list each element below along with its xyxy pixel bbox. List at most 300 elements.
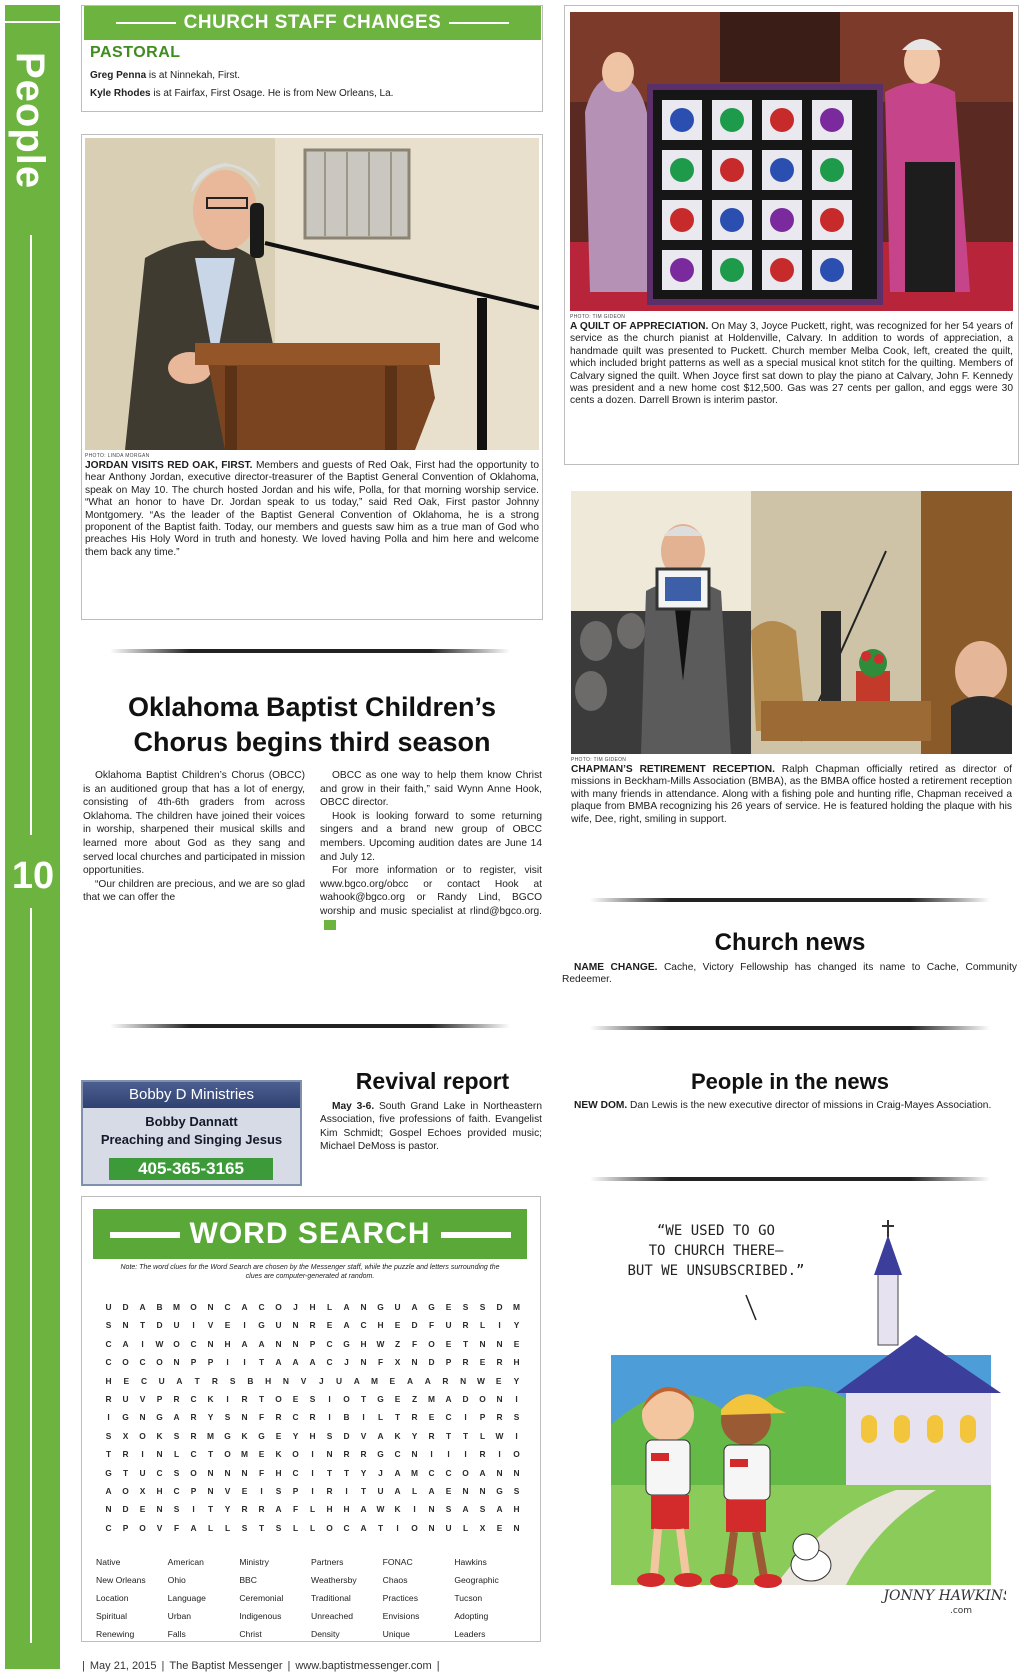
word-search-letter[interactable]: A: [496, 1504, 503, 1515]
word-search-letter[interactable]: N: [156, 1504, 163, 1515]
word-search-letter[interactable]: H: [513, 1504, 520, 1515]
word-search-letter[interactable]: N: [513, 1467, 520, 1478]
word-search-letter[interactable]: S: [173, 1504, 180, 1515]
word-search-letter[interactable]: U: [105, 1302, 112, 1312]
word-search-letter[interactable]: R: [428, 1430, 435, 1441]
word-search-letter[interactable]: G: [258, 1430, 265, 1441]
word-search-letter[interactable]: L: [292, 1522, 299, 1533]
word-search-letter[interactable]: E: [495, 1375, 502, 1386]
word-search-letter[interactable]: P: [292, 1485, 299, 1496]
word-search-letter[interactable]: H: [343, 1504, 350, 1515]
word-search-letter[interactable]: C: [445, 1467, 452, 1478]
word-search-letter[interactable]: N: [428, 1504, 435, 1515]
word-search-letter[interactable]: S: [275, 1522, 282, 1533]
word-search-letter[interactable]: O: [343, 1393, 350, 1404]
word-search-letter[interactable]: Y: [207, 1412, 214, 1423]
word-search-letter[interactable]: H: [326, 1504, 333, 1515]
ad-phone[interactable]: 405-365-3165: [109, 1158, 273, 1180]
word-search-letter[interactable]: N: [513, 1522, 520, 1533]
word-search-letter[interactable]: O: [139, 1522, 146, 1533]
word-search-letter[interactable]: Y: [411, 1430, 418, 1441]
word-search-letter[interactable]: I: [243, 1357, 246, 1368]
word-search-letter[interactable]: A: [394, 1467, 401, 1478]
word-search-letter[interactable]: H: [156, 1485, 163, 1496]
word-search-letter[interactable]: C: [428, 1467, 435, 1478]
word-search-letter[interactable]: E: [275, 1430, 282, 1441]
word-search-letter[interactable]: I: [260, 1485, 263, 1496]
word-search-letter[interactable]: I: [226, 1357, 229, 1368]
word-search-letter[interactable]: F: [292, 1504, 299, 1515]
word-search-letter[interactable]: R: [496, 1412, 503, 1423]
word-search-letter[interactable]: E: [224, 1320, 231, 1331]
word-search-letter[interactable]: M: [513, 1302, 520, 1312]
word-search-letter[interactable]: Y: [224, 1504, 231, 1515]
word-search-letter[interactable]: N: [207, 1485, 214, 1496]
word-search-letter[interactable]: C: [105, 1338, 112, 1349]
word-search-letter[interactable]: T: [139, 1320, 146, 1331]
word-search-letter[interactable]: I: [107, 1412, 110, 1423]
footer-url[interactable]: www.baptistmessenger.com: [295, 1660, 432, 1672]
word-search-letter[interactable]: N: [156, 1449, 163, 1460]
word-search-letter[interactable]: C: [292, 1467, 299, 1478]
word-search-letter[interactable]: M: [207, 1430, 214, 1441]
word-search-letter[interactable]: V: [224, 1485, 231, 1496]
word-search-letter[interactable]: U: [158, 1375, 165, 1386]
word-search-letter[interactable]: I: [345, 1485, 348, 1496]
word-search-letter[interactable]: S: [241, 1522, 248, 1533]
word-search-letter[interactable]: I: [192, 1320, 195, 1331]
word-search-letter[interactable]: R: [462, 1357, 469, 1368]
word-search-letter[interactable]: R: [190, 1430, 197, 1441]
word-search-letter[interactable]: T: [462, 1338, 469, 1349]
word-search-letter[interactable]: T: [360, 1393, 367, 1404]
word-search-letter[interactable]: O: [411, 1522, 418, 1533]
word-search-letter[interactable]: J: [344, 1357, 349, 1368]
word-search-letter[interactable]: T: [360, 1485, 367, 1496]
word-search-letter[interactable]: D: [156, 1320, 163, 1331]
word-search-letter[interactable]: C: [258, 1302, 265, 1312]
word-search-letter[interactable]: R: [258, 1504, 265, 1515]
word-search-letter[interactable]: T: [394, 1412, 401, 1423]
word-search-letter[interactable]: H: [360, 1338, 367, 1349]
word-search-letter[interactable]: O: [275, 1393, 282, 1404]
word-search-letter[interactable]: R: [122, 1449, 129, 1460]
word-search-letter[interactable]: I: [430, 1449, 433, 1460]
word-search-letter[interactable]: G: [377, 1302, 384, 1312]
word-search-letter[interactable]: N: [411, 1449, 418, 1460]
word-search-letter[interactable]: S: [229, 1375, 236, 1386]
word-search-letter[interactable]: Y: [513, 1320, 520, 1331]
word-search-letter[interactable]: P: [207, 1357, 214, 1368]
word-search-letter[interactable]: V: [300, 1375, 307, 1386]
word-search-letter[interactable]: C: [445, 1412, 452, 1423]
word-search-letter[interactable]: O: [428, 1338, 435, 1349]
word-search-letter[interactable]: L: [207, 1522, 214, 1533]
word-search-letter[interactable]: B: [343, 1412, 350, 1423]
word-search-letter[interactable]: N: [207, 1467, 214, 1478]
word-search-letter[interactable]: I: [464, 1449, 467, 1460]
word-search-letter[interactable]: I: [141, 1449, 144, 1460]
word-search-letter[interactable]: X: [479, 1522, 486, 1533]
word-search-letter[interactable]: P: [190, 1485, 197, 1496]
word-search-letter[interactable]: X: [139, 1485, 146, 1496]
word-search-letter[interactable]: A: [190, 1522, 197, 1533]
word-search-letter[interactable]: S: [479, 1302, 486, 1312]
word-search-letter[interactable]: T: [207, 1504, 214, 1515]
word-search-letter[interactable]: C: [190, 1338, 197, 1349]
word-search-letter[interactable]: G: [258, 1320, 265, 1331]
word-search-letter[interactable]: T: [122, 1467, 129, 1478]
word-search-letter[interactable]: L: [462, 1522, 469, 1533]
word-search-letter[interactable]: K: [207, 1393, 214, 1404]
word-search-letter[interactable]: J: [293, 1302, 298, 1312]
word-search-letter[interactable]: N: [360, 1357, 367, 1368]
word-search-letter[interactable]: I: [311, 1485, 314, 1496]
word-search-letter[interactable]: U: [445, 1522, 452, 1533]
word-search-letter[interactable]: K: [156, 1430, 163, 1441]
word-search-letter[interactable]: E: [445, 1338, 452, 1349]
word-search-letter[interactable]: S: [462, 1302, 469, 1312]
word-search-letter[interactable]: O: [156, 1357, 163, 1368]
word-search-letter[interactable]: K: [275, 1449, 282, 1460]
word-search-letter[interactable]: W: [376, 1504, 385, 1515]
word-search-letter[interactable]: A: [424, 1375, 431, 1386]
word-search-letter[interactable]: T: [377, 1522, 384, 1533]
word-search-letter[interactable]: T: [207, 1449, 214, 1460]
word-search-letter[interactable]: A: [122, 1338, 129, 1349]
word-search-letter[interactable]: A: [275, 1504, 282, 1515]
word-search-letter[interactable]: F: [258, 1467, 265, 1478]
word-search-letter[interactable]: I: [447, 1449, 450, 1460]
word-search-letter[interactable]: U: [336, 1375, 343, 1386]
word-search-letter[interactable]: A: [343, 1302, 350, 1312]
word-search-letter[interactable]: X: [122, 1430, 129, 1441]
word-search-letter[interactable]: P: [309, 1338, 316, 1349]
word-search-letter[interactable]: O: [224, 1449, 231, 1460]
word-search-letter[interactable]: R: [479, 1449, 486, 1460]
word-search-letter[interactable]: A: [105, 1485, 112, 1496]
word-search-letter[interactable]: G: [428, 1302, 435, 1312]
word-search-letter[interactable]: N: [224, 1467, 231, 1478]
word-search-letter[interactable]: N: [292, 1338, 299, 1349]
word-search-letter[interactable]: N: [462, 1485, 469, 1496]
word-search-letter[interactable]: O: [190, 1302, 197, 1312]
word-search-letter[interactable]: U: [139, 1467, 146, 1478]
word-search-letter[interactable]: H: [265, 1375, 272, 1386]
word-search-letter[interactable]: A: [479, 1467, 486, 1478]
word-search-letter[interactable]: K: [394, 1504, 401, 1515]
word-search-letter[interactable]: N: [207, 1338, 214, 1349]
word-search-letter[interactable]: T: [194, 1375, 200, 1386]
word-search-letter[interactable]: R: [442, 1375, 449, 1386]
word-search-letter[interactable]: N: [292, 1320, 299, 1331]
word-search-letter[interactable]: O: [190, 1467, 197, 1478]
word-search-letter[interactable]: D: [496, 1302, 503, 1312]
word-search-letter[interactable]: W: [376, 1338, 385, 1349]
word-search-letter[interactable]: E: [428, 1412, 435, 1423]
word-search-letter[interactable]: A: [241, 1338, 248, 1349]
word-search-letter[interactable]: R: [275, 1412, 282, 1423]
word-search-letter[interactable]: A: [275, 1357, 282, 1368]
word-search-letter[interactable]: A: [394, 1485, 401, 1496]
word-search-letter[interactable]: O: [513, 1449, 520, 1460]
word-search-letter[interactable]: D: [428, 1357, 435, 1368]
word-search-letter[interactable]: O: [122, 1485, 129, 1496]
word-search-letter[interactable]: I: [498, 1449, 501, 1460]
word-search-letter[interactable]: Z: [411, 1393, 418, 1404]
word-search-letter[interactable]: N: [479, 1485, 486, 1496]
word-search-letter[interactable]: A: [428, 1485, 435, 1496]
word-search-letter[interactable]: C: [190, 1449, 197, 1460]
word-search-letter[interactable]: S: [275, 1485, 282, 1496]
word-search-letter[interactable]: P: [479, 1412, 486, 1423]
word-search-letter[interactable]: E: [292, 1393, 299, 1404]
word-search-letter[interactable]: W: [476, 1375, 485, 1386]
word-search-letter[interactable]: O: [479, 1393, 486, 1404]
word-search-letter[interactable]: I: [192, 1504, 195, 1515]
word-search-letter[interactable]: E: [394, 1320, 401, 1331]
word-search-letter[interactable]: N: [122, 1320, 129, 1331]
word-search-letter[interactable]: M: [371, 1375, 378, 1386]
word-search-letter[interactable]: I: [413, 1504, 416, 1515]
word-search-letter[interactable]: P: [190, 1357, 197, 1368]
word-search-letter[interactable]: N: [411, 1357, 418, 1368]
word-search-letter[interactable]: S: [513, 1412, 520, 1423]
word-search-letter[interactable]: H: [309, 1430, 316, 1441]
word-search-letter[interactable]: I: [515, 1393, 518, 1404]
word-search-letter[interactable]: I: [141, 1338, 144, 1349]
word-search-letter[interactable]: C: [326, 1338, 333, 1349]
word-search-letter[interactable]: S: [173, 1467, 180, 1478]
word-search-letter[interactable]: S: [479, 1504, 486, 1515]
word-search-letter[interactable]: A: [139, 1302, 146, 1312]
word-search-letter[interactable]: N: [241, 1412, 248, 1423]
word-search-letter[interactable]: O: [122, 1357, 129, 1368]
word-search-letter[interactable]: G: [224, 1430, 231, 1441]
word-search-letter[interactable]: I: [464, 1412, 467, 1423]
word-search-letter[interactable]: C: [139, 1357, 146, 1368]
word-search-letter[interactable]: V: [207, 1320, 214, 1331]
word-search-letter[interactable]: G: [343, 1338, 350, 1349]
word-search-letter[interactable]: T: [258, 1393, 265, 1404]
word-search-letter[interactable]: A: [406, 1375, 414, 1386]
word-search-letter[interactable]: N: [428, 1522, 435, 1533]
word-search-letter[interactable]: F: [428, 1320, 435, 1331]
word-search-letter[interactable]: G: [496, 1485, 503, 1496]
word-search-letter[interactable]: I: [515, 1430, 518, 1441]
word-search-letter[interactable]: O: [173, 1338, 180, 1349]
word-search-letter[interactable]: D: [122, 1302, 129, 1312]
word-search-letter[interactable]: T: [462, 1430, 469, 1441]
word-search-letter[interactable]: H: [275, 1467, 282, 1478]
word-search-letter[interactable]: S: [224, 1412, 231, 1423]
word-search-letter[interactable]: E: [258, 1449, 265, 1460]
word-search-letter[interactable]: N: [241, 1467, 248, 1478]
word-search-letter[interactable]: H: [513, 1357, 520, 1368]
word-search-letter[interactable]: R: [360, 1449, 367, 1460]
word-search-letter[interactable]: F: [411, 1338, 418, 1349]
word-search-letter[interactable]: N: [479, 1338, 486, 1349]
word-search-letter[interactable]: D: [343, 1430, 350, 1441]
word-search-letter[interactable]: N: [139, 1412, 146, 1423]
word-search-letter[interactable]: C: [360, 1320, 367, 1331]
word-search-letter[interactable]: U: [173, 1320, 180, 1331]
word-search-letter[interactable]: L: [479, 1320, 486, 1331]
word-search-letter[interactable]: I: [311, 1449, 314, 1460]
word-search-letter[interactable]: C: [105, 1522, 112, 1533]
word-search-letter[interactable]: R: [309, 1412, 316, 1423]
word-search-letter[interactable]: S: [105, 1430, 112, 1441]
word-search-letter[interactable]: G: [377, 1449, 384, 1460]
word-search-letter[interactable]: E: [394, 1393, 401, 1404]
word-search-letter[interactable]: D: [462, 1393, 469, 1404]
word-search-letter[interactable]: U: [122, 1393, 129, 1404]
word-search-letter[interactable]: B: [156, 1302, 163, 1312]
word-search-letter[interactable]: U: [445, 1320, 452, 1331]
word-search-letter[interactable]: A: [462, 1504, 469, 1515]
word-search-letter[interactable]: A: [309, 1357, 316, 1368]
word-search-letter[interactable]: R: [105, 1393, 112, 1404]
word-search-letter[interactable]: N: [282, 1375, 289, 1386]
word-search-letter[interactable]: X: [394, 1357, 401, 1368]
word-search-letter[interactable]: D: [122, 1504, 129, 1515]
word-search-letter[interactable]: A: [360, 1504, 367, 1515]
word-search-letter[interactable]: C: [140, 1375, 147, 1386]
word-search-letter[interactable]: M: [241, 1449, 248, 1460]
word-search-letter[interactable]: Y: [513, 1375, 520, 1386]
word-search-letter[interactable]: E: [326, 1320, 333, 1331]
word-search-letter[interactable]: N: [360, 1302, 367, 1312]
word-search-letter[interactable]: N: [496, 1467, 503, 1478]
word-search-letter[interactable]: O: [462, 1467, 469, 1478]
word-search-letter[interactable]: N: [496, 1393, 503, 1404]
word-search-letter[interactable]: N: [326, 1449, 333, 1460]
word-search-letter[interactable]: V: [156, 1522, 163, 1533]
word-search-letter[interactable]: O: [139, 1430, 146, 1441]
word-search-letter[interactable]: Z: [394, 1338, 401, 1349]
word-search-letter[interactable]: E: [389, 1375, 396, 1386]
word-search-letter[interactable]: H: [105, 1375, 112, 1386]
word-search-letter[interactable]: V: [360, 1430, 367, 1441]
word-search-letter[interactable]: W: [495, 1430, 504, 1441]
word-search-letter[interactable]: I: [498, 1320, 501, 1331]
word-search-letter[interactable]: A: [445, 1393, 452, 1404]
word-search-letter[interactable]: A: [258, 1338, 265, 1349]
word-search-letter[interactable]: I: [243, 1320, 246, 1331]
word-search-letter[interactable]: R: [190, 1412, 197, 1423]
word-search-letter[interactable]: S: [105, 1320, 112, 1331]
word-search-letter[interactable]: U: [275, 1320, 282, 1331]
word-search-letter[interactable]: A: [241, 1302, 248, 1312]
word-search-letter[interactable]: S: [326, 1430, 333, 1441]
word-search-letter[interactable]: S: [513, 1485, 520, 1496]
word-search-letter[interactable]: L: [377, 1412, 384, 1423]
word-search-letter[interactable]: R: [411, 1412, 418, 1423]
word-search-letter[interactable]: R: [241, 1504, 248, 1515]
word-search-letter[interactable]: L: [224, 1522, 231, 1533]
word-search-letter[interactable]: D: [411, 1320, 418, 1331]
word-search-letter[interactable]: N: [460, 1375, 467, 1386]
word-search-letter[interactable]: I: [328, 1412, 331, 1423]
word-search-letter[interactable]: R: [326, 1485, 333, 1496]
word-search-letter[interactable]: Y: [292, 1430, 299, 1441]
word-search-letter[interactable]: E: [139, 1504, 146, 1515]
word-search-letter[interactable]: L: [326, 1302, 333, 1312]
word-search-letter[interactable]: C: [105, 1357, 112, 1368]
word-search-letter[interactable]: R: [241, 1393, 248, 1404]
word-search-letter[interactable]: L: [173, 1449, 180, 1460]
word-search-letter[interactable]: T: [258, 1357, 265, 1368]
word-search-letter[interactable]: G: [156, 1412, 163, 1423]
word-search-letter[interactable]: E: [496, 1522, 503, 1533]
word-search-letter[interactable]: L: [479, 1430, 486, 1441]
word-search-letter[interactable]: O: [326, 1522, 333, 1533]
word-search-letter[interactable]: S: [309, 1393, 316, 1404]
word-search-letter[interactable]: M: [173, 1302, 180, 1312]
word-search-letter[interactable]: H: [309, 1302, 316, 1312]
word-search-letter[interactable]: E: [123, 1375, 130, 1386]
word-search-letter[interactable]: N: [105, 1504, 112, 1515]
word-search-letter[interactable]: A: [411, 1302, 418, 1312]
word-search-letter[interactable]: C: [326, 1357, 333, 1368]
word-search-letter[interactable]: C: [343, 1522, 350, 1533]
word-search-letter[interactable]: N: [496, 1338, 503, 1349]
word-search-letter[interactable]: G: [122, 1412, 129, 1423]
word-search-letter[interactable]: I: [328, 1393, 331, 1404]
word-search-letter[interactable]: R: [496, 1357, 503, 1368]
word-search-letter[interactable]: L: [309, 1504, 316, 1515]
word-search-letter[interactable]: A: [292, 1357, 299, 1368]
word-search-letter[interactable]: A: [173, 1412, 180, 1423]
word-search-letter[interactable]: F: [377, 1357, 384, 1368]
word-search-letter[interactable]: M: [411, 1467, 418, 1478]
word-search-letter[interactable]: C: [173, 1485, 180, 1496]
word-search-letter[interactable]: U: [377, 1485, 384, 1496]
word-search-letter[interactable]: G: [377, 1393, 384, 1404]
word-search-letter[interactable]: E: [479, 1357, 486, 1368]
word-search-letter[interactable]: R: [462, 1320, 469, 1331]
word-search-letter[interactable]: S: [173, 1430, 180, 1441]
word-search-letter[interactable]: E: [241, 1485, 248, 1496]
word-search-letter[interactable]: I: [362, 1412, 365, 1423]
word-search-letter[interactable]: E: [513, 1338, 520, 1349]
word-search-letter[interactable]: I: [311, 1467, 314, 1478]
word-search-letter[interactable]: R: [309, 1320, 316, 1331]
word-search-letter[interactable]: I: [396, 1522, 399, 1533]
word-search-letter[interactable]: N: [173, 1357, 180, 1368]
word-search-letter[interactable]: T: [258, 1522, 265, 1533]
word-search-letter[interactable]: C: [224, 1302, 231, 1312]
word-search-letter[interactable]: O: [275, 1302, 282, 1312]
word-search-letter[interactable]: J: [318, 1375, 324, 1386]
word-search-letter[interactable]: V: [139, 1393, 146, 1404]
word-search-letter[interactable]: R: [173, 1393, 180, 1404]
word-search-letter[interactable]: G: [105, 1467, 112, 1478]
word-search-letter[interactable]: A: [377, 1430, 384, 1441]
word-search-grid[interactable]: [100, 1298, 525, 1538]
word-search-letter[interactable]: A: [343, 1320, 350, 1331]
word-search-letter[interactable]: C: [394, 1449, 401, 1460]
word-search-letter[interactable]: F: [258, 1412, 265, 1423]
word-search-letter[interactable]: C: [292, 1412, 299, 1423]
word-search-letter[interactable]: T: [343, 1467, 350, 1478]
word-search-letter[interactable]: A: [353, 1375, 360, 1386]
word-search-letter[interactable]: O: [292, 1449, 299, 1460]
word-search-letter[interactable]: B: [247, 1375, 254, 1386]
word-search-letter[interactable]: A: [176, 1375, 183, 1386]
word-search-letter[interactable]: A: [360, 1522, 367, 1533]
ministry-ad[interactable]: [81, 1080, 302, 1186]
